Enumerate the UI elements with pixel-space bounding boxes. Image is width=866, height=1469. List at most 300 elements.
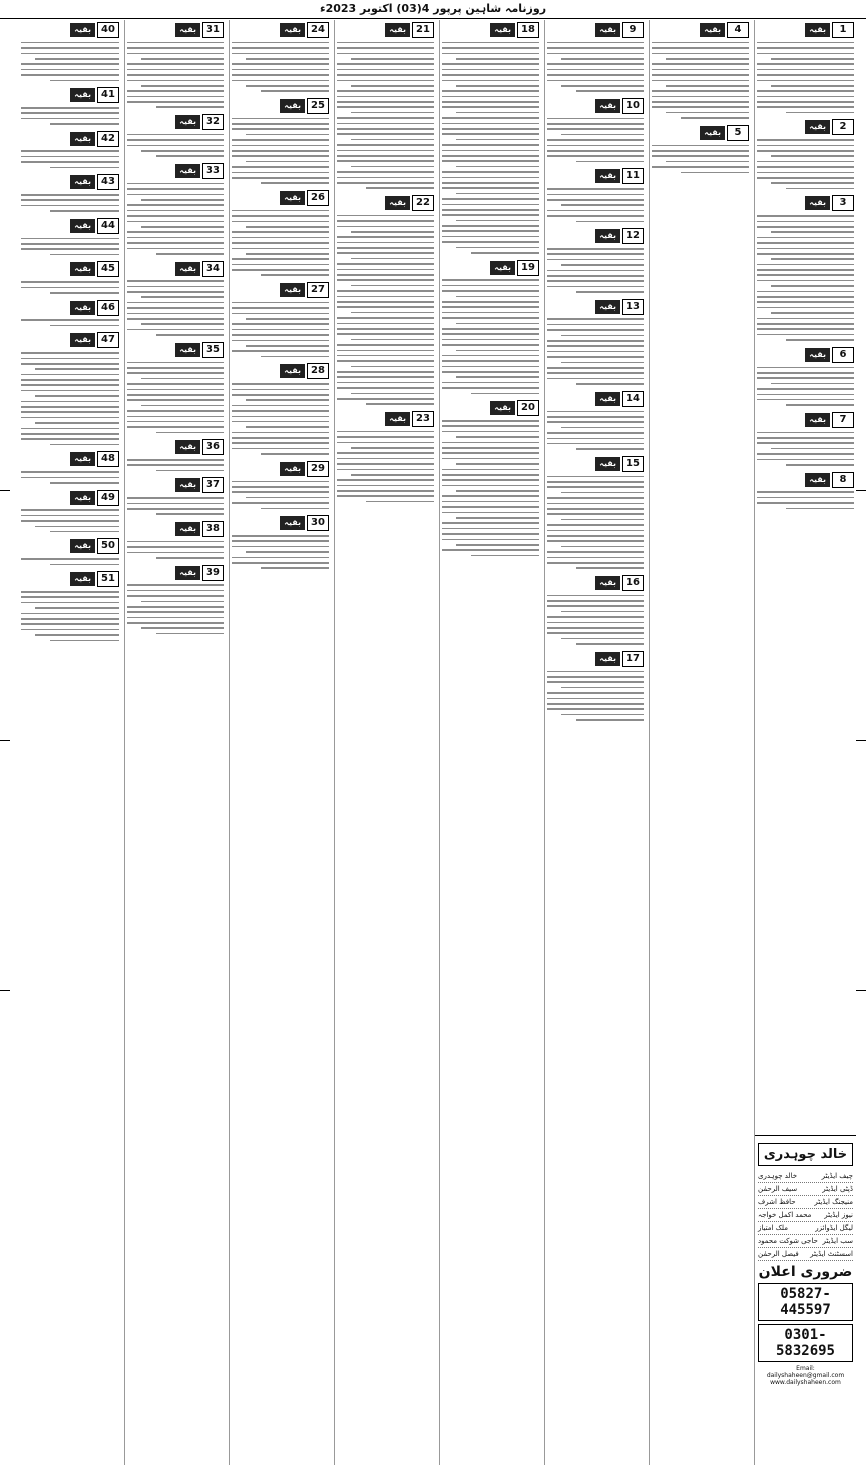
staff-row <box>758 1170 853 1183</box>
article-text-block <box>442 42 539 254</box>
continuation-item <box>547 98 644 163</box>
continuation-item <box>21 571 119 641</box>
text-line <box>351 366 434 368</box>
baqiya-label: بقیہ <box>70 175 95 189</box>
continuation-badge <box>757 22 854 38</box>
text-line <box>127 280 224 282</box>
continuation-item <box>442 22 539 254</box>
continuation-badge <box>232 461 329 477</box>
continuation-item <box>21 22 119 81</box>
text-line <box>21 199 119 201</box>
text-line <box>351 166 434 168</box>
article-text-block <box>21 471 119 483</box>
article-text-block <box>232 42 329 92</box>
text-line <box>21 281 119 283</box>
text-line <box>337 63 434 65</box>
text-line <box>337 463 434 465</box>
text-line <box>757 442 854 444</box>
text-line <box>127 362 224 364</box>
text-line <box>232 442 329 444</box>
text-line <box>141 296 224 298</box>
staff-role: لیگل ایڈوائزر <box>815 1224 853 1232</box>
text-line <box>652 106 749 108</box>
text-line <box>561 492 644 494</box>
continuation-item <box>547 651 644 721</box>
text-line <box>141 627 224 629</box>
text-line <box>547 632 644 634</box>
text-line <box>337 226 434 228</box>
continuation-badge <box>547 299 644 315</box>
text-line <box>456 517 539 519</box>
continuation-badge <box>442 260 539 276</box>
text-line <box>442 442 539 444</box>
text-line <box>757 502 854 504</box>
text-line <box>786 464 854 466</box>
text-line <box>442 452 539 454</box>
text-line <box>757 280 854 282</box>
text-line <box>337 382 434 384</box>
text-line <box>456 490 539 492</box>
text-line <box>156 513 224 515</box>
article-text-block <box>757 491 854 509</box>
text-line <box>547 145 644 147</box>
text-line <box>21 379 119 381</box>
text-line <box>127 590 224 592</box>
text-line <box>246 58 329 60</box>
text-line <box>127 503 224 505</box>
item-number: 28 <box>307 363 329 379</box>
text-line <box>471 555 539 557</box>
text-line <box>21 374 119 376</box>
text-line <box>127 210 224 212</box>
text-line <box>757 323 854 325</box>
text-line <box>442 69 539 71</box>
article-text-block <box>21 319 119 326</box>
text-line <box>547 551 644 553</box>
text-line <box>757 328 854 330</box>
text-line <box>757 63 854 65</box>
text-line <box>757 248 854 250</box>
text-line <box>232 491 329 493</box>
text-line <box>757 307 854 309</box>
continuation-badge <box>21 490 119 506</box>
continuation-badge <box>127 439 224 455</box>
text-line <box>442 339 539 341</box>
baqiya-label: بقیہ <box>70 452 95 466</box>
text-line <box>547 540 644 542</box>
text-line <box>337 452 434 454</box>
text-line <box>547 150 644 152</box>
text-line <box>261 182 329 184</box>
text-line <box>50 531 119 533</box>
continuation-badge <box>21 218 119 234</box>
text-line <box>261 508 329 510</box>
text-line <box>442 533 539 535</box>
text-line <box>21 596 119 598</box>
baqiya-label: بقیہ <box>490 261 515 275</box>
text-line <box>232 172 329 174</box>
text-line <box>456 193 539 195</box>
text-line <box>366 187 434 189</box>
text-line <box>246 226 329 228</box>
text-line <box>442 317 539 319</box>
text-line <box>681 172 749 174</box>
article-text-block <box>21 194 119 212</box>
text-line <box>261 453 329 455</box>
text-line <box>127 546 224 548</box>
article-text-block <box>127 183 224 255</box>
text-line <box>771 383 854 385</box>
text-line <box>576 719 644 721</box>
text-line <box>337 387 434 389</box>
text-line <box>547 530 644 532</box>
baqiya-label: بقیہ <box>595 652 620 666</box>
text-line <box>561 204 644 206</box>
item-number: 47 <box>97 332 119 348</box>
text-line <box>337 90 434 92</box>
text-line <box>757 221 854 223</box>
text-line <box>337 269 434 271</box>
text-line <box>337 328 434 330</box>
text-line <box>232 242 329 244</box>
baqiya-label: بقیہ <box>805 348 830 362</box>
text-line <box>156 432 224 434</box>
continuation-badge <box>232 282 329 298</box>
text-line <box>337 106 434 108</box>
article-text-block <box>127 280 224 336</box>
text-line <box>442 214 539 216</box>
item-number: 35 <box>202 342 224 358</box>
text-line <box>666 161 749 163</box>
continuation-item <box>337 22 434 189</box>
text-line <box>547 372 644 374</box>
continuation-badge <box>21 87 119 103</box>
text-line <box>547 42 644 44</box>
continuation-item <box>21 451 119 483</box>
news-column <box>649 20 751 1465</box>
text-line <box>442 128 539 130</box>
text-line <box>351 258 434 260</box>
text-line <box>35 368 119 370</box>
baqiya-label: بقیہ <box>175 262 200 276</box>
text-line <box>127 426 224 428</box>
text-line <box>21 623 119 625</box>
continuation-badge <box>232 363 329 379</box>
text-line <box>337 306 434 308</box>
item-number: 2 <box>832 119 854 135</box>
text-line <box>757 161 854 163</box>
text-line <box>442 506 539 508</box>
text-line <box>232 221 329 223</box>
text-line <box>50 640 119 642</box>
text-line <box>652 155 749 157</box>
text-line <box>757 172 854 174</box>
text-line <box>232 80 329 82</box>
text-line <box>547 671 644 673</box>
baqiya-label: بقیہ <box>595 300 620 314</box>
continuation-item <box>547 168 644 222</box>
text-line <box>261 567 329 569</box>
continuation-item <box>337 411 434 502</box>
text-line <box>757 491 854 493</box>
item-number: 49 <box>97 490 119 506</box>
text-line <box>21 63 119 65</box>
text-line <box>337 344 434 346</box>
text-line <box>547 329 644 331</box>
text-line <box>757 432 854 434</box>
text-line <box>246 426 329 428</box>
baqiya-label: بقیہ <box>490 401 515 415</box>
baqiya-label: بقیہ <box>175 164 200 178</box>
text-line <box>337 171 434 173</box>
article-text-block <box>547 188 644 222</box>
text-line <box>351 85 434 87</box>
text-line <box>757 47 854 49</box>
text-line <box>127 459 224 461</box>
article-text-block <box>547 118 644 163</box>
item-number: 14 <box>622 391 644 407</box>
text-line <box>456 350 539 352</box>
text-line <box>757 139 854 141</box>
text-line <box>351 312 434 314</box>
text-line <box>757 226 854 228</box>
text-line <box>127 248 224 250</box>
text-line <box>757 318 854 320</box>
article-text-block <box>442 420 539 556</box>
text-line <box>50 210 119 212</box>
item-number: 37 <box>202 477 224 493</box>
crop-mark-left <box>0 490 10 491</box>
crop-mark-left <box>0 740 10 741</box>
text-line <box>337 398 434 400</box>
text-line <box>442 344 539 346</box>
text-line <box>547 253 644 255</box>
text-line <box>127 541 224 543</box>
continuation-item <box>21 87 119 125</box>
text-line <box>127 421 224 423</box>
text-line <box>232 128 329 130</box>
text-line <box>757 377 854 379</box>
text-line <box>757 177 854 179</box>
text-line <box>127 410 224 412</box>
text-line <box>771 155 854 157</box>
text-line <box>337 133 434 135</box>
text-line <box>232 383 329 385</box>
text-line <box>232 47 329 49</box>
article-text-block <box>127 134 224 157</box>
text-line <box>232 540 329 542</box>
text-line <box>337 160 434 162</box>
text-line <box>21 194 119 196</box>
text-line <box>576 383 644 385</box>
text-line <box>442 123 539 125</box>
text-line <box>786 339 854 341</box>
article-text-block <box>547 671 644 721</box>
article-text-block <box>127 497 224 515</box>
item-number: 42 <box>97 131 119 147</box>
text-line <box>337 355 434 357</box>
text-line <box>351 339 434 341</box>
masthead-dateline: روزنامہ شاہین پرپور 4(03) اکتوبر 2023ء <box>0 0 866 19</box>
item-number: 7 <box>832 412 854 428</box>
text-line <box>771 448 854 450</box>
text-line <box>757 459 854 461</box>
text-line <box>156 253 224 255</box>
baqiya-label: بقیہ <box>595 99 620 113</box>
continuation-item <box>21 538 119 565</box>
text-line <box>50 123 119 125</box>
text-line <box>232 432 329 434</box>
text-line <box>232 329 329 331</box>
text-line <box>21 112 119 114</box>
text-line <box>351 139 434 141</box>
text-line <box>127 464 224 466</box>
text-line <box>35 526 119 528</box>
text-line <box>141 226 224 228</box>
text-line <box>21 428 119 430</box>
article-text-block <box>127 459 224 471</box>
text-line <box>547 356 644 358</box>
text-line <box>232 53 329 55</box>
text-line <box>261 274 329 276</box>
text-line <box>21 156 119 158</box>
continuation-item <box>21 261 119 293</box>
text-line <box>127 188 224 190</box>
item-number: 30 <box>307 515 329 531</box>
item-number: 40 <box>97 22 119 38</box>
text-line <box>337 323 434 325</box>
text-line <box>35 395 119 397</box>
text-line <box>127 416 224 418</box>
text-line <box>442 382 539 384</box>
text-line <box>246 345 329 347</box>
text-line <box>547 698 644 700</box>
text-line <box>127 53 224 55</box>
text-line <box>456 166 539 168</box>
continuation-badge <box>127 477 224 493</box>
baqiya-label: بقیہ <box>175 440 200 454</box>
article-text-block <box>21 591 119 641</box>
item-number: 21 <box>412 22 434 38</box>
text-line <box>127 231 224 233</box>
text-line <box>337 80 434 82</box>
continuation-badge <box>652 125 749 141</box>
text-line <box>757 497 854 499</box>
continuation-item <box>757 472 854 510</box>
text-line <box>442 230 539 232</box>
text-line <box>547 74 644 76</box>
text-line <box>456 296 539 298</box>
item-number: 46 <box>97 300 119 316</box>
continuation-item <box>547 456 644 569</box>
continuation-badge <box>127 114 224 130</box>
article-text-block <box>757 432 854 466</box>
text-line <box>232 69 329 71</box>
text-line <box>547 345 644 347</box>
continuation-item <box>442 400 539 556</box>
text-line <box>35 607 119 609</box>
text-line <box>547 481 644 483</box>
text-line <box>127 101 224 103</box>
staff-row <box>758 1209 853 1222</box>
text-line <box>757 301 854 303</box>
text-line <box>547 708 644 710</box>
article-text-block <box>232 535 329 569</box>
continuation-badge <box>232 515 329 531</box>
continuation-badge <box>757 195 854 211</box>
news-column <box>334 20 436 1465</box>
text-line <box>337 490 434 492</box>
text-line <box>757 394 854 396</box>
text-line <box>786 404 854 406</box>
text-line <box>666 112 749 114</box>
text-line <box>127 611 224 613</box>
text-line <box>786 508 854 510</box>
text-line <box>337 101 434 103</box>
text-line <box>50 482 119 484</box>
continuation-badge <box>547 391 644 407</box>
text-line <box>757 372 854 374</box>
text-line <box>21 384 119 386</box>
notice-title: ضروری اعلان <box>758 1264 853 1280</box>
text-line <box>757 242 854 244</box>
text-line <box>652 96 749 98</box>
text-line <box>351 285 434 287</box>
text-line <box>547 692 644 694</box>
text-line <box>442 90 539 92</box>
continuation-item <box>21 131 119 169</box>
text-line <box>337 431 434 433</box>
text-line <box>681 117 749 119</box>
text-line <box>442 150 539 152</box>
item-number: 27 <box>307 282 329 298</box>
text-line <box>351 231 434 233</box>
text-line <box>127 215 224 217</box>
text-line <box>442 187 539 189</box>
text-line <box>456 220 539 222</box>
staff-name: حافظ اشرف <box>758 1198 796 1206</box>
article-text-block <box>232 118 329 184</box>
text-line <box>50 325 119 327</box>
continuation-badge <box>442 22 539 38</box>
text-line <box>232 215 329 217</box>
text-line <box>21 411 119 413</box>
text-line <box>337 376 434 378</box>
item-number: 3 <box>832 195 854 211</box>
text-line <box>232 258 329 260</box>
text-line <box>156 106 224 108</box>
news-column <box>19 20 121 1465</box>
text-line <box>561 85 644 87</box>
text-line <box>547 351 644 353</box>
item-number: 24 <box>307 22 329 38</box>
text-line <box>141 85 224 87</box>
text-line <box>442 306 539 308</box>
continuation-item <box>547 228 644 293</box>
text-line <box>337 279 434 281</box>
text-line <box>21 74 119 76</box>
text-line <box>547 286 644 288</box>
continuation-badge <box>757 119 854 135</box>
continuation-badge <box>757 472 854 488</box>
baqiya-label: بقیہ <box>805 473 830 487</box>
text-line <box>442 209 539 211</box>
continuation-item <box>547 22 644 92</box>
staff-name: حاجی شوکت محمود <box>758 1237 818 1245</box>
text-line <box>232 139 329 141</box>
text-line <box>127 194 224 196</box>
text-line <box>141 199 224 201</box>
